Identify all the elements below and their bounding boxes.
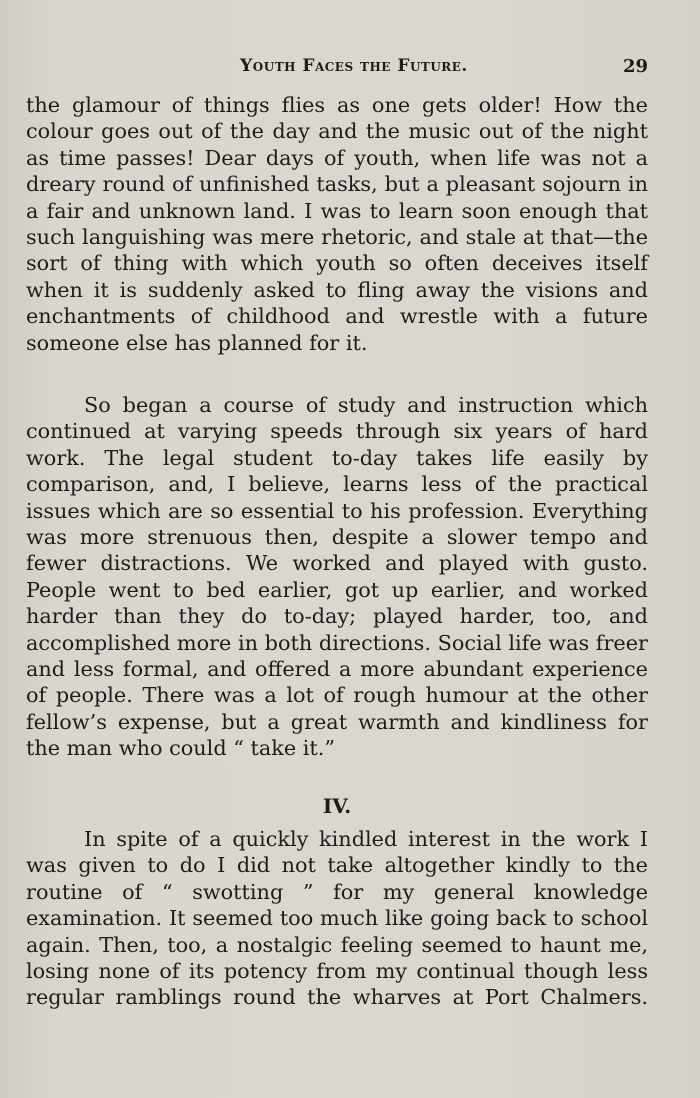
paragraph-swotting: In spite of a quickly kindled interest in the work I was given to do I did not take altogether kindly to the routine of “ swotting ” for my general knowledge examination. It seemed too much like going back to school again. Then, too, a nostalgic feeling seemed to haunt me, losing none of its potency from my continual though less regular ramblings round the wharves at Port Chalmers. — [26, 827, 648, 1010]
paragraph-continued: the glamour of things flies as one gets older! How the colour goes out of the day and the music out of the night as time passes! Dear days of youth, when life was not a dreary round of unfinished tasks, but a pleasant sojourn in a fair and unknown land. I was to learn soon enough that such languishing was mere rhetoric, and stale at that—the sort of thing with which youth so often deceives itself when it is suddenly asked to fling away the visions and enchantments of childhood and wrestle with a future someone else has planned for it. — [26, 93, 648, 355]
paragraph-study-course: So began a course of study and instruction which continued at varying speeds through six years of hard work. The legal student to-day takes life easily by comparison, and, I believe, learns less of the practical issues which are so essential to his profession. Everything was more strenuous then, despite a slower tempo and fewer distractions. We worked and played with gusto. People went to bed earlier, got up earlier, and worked harder than they do to-day; played harder, too, and accomplished more in both directions. Social life was freer and less formal, and offered a more abundant experience of people. There was a lot of rough humour at the other fellow’s expense, but a great warmth and kindliness for the man who could “ take it.” — [26, 393, 648, 761]
page-number: 29 — [622, 56, 648, 77]
running-head-title: Youth Faces the Future. — [240, 56, 468, 76]
running-head — [26, 56, 648, 82]
section-heading: IV. — [322, 794, 352, 818]
